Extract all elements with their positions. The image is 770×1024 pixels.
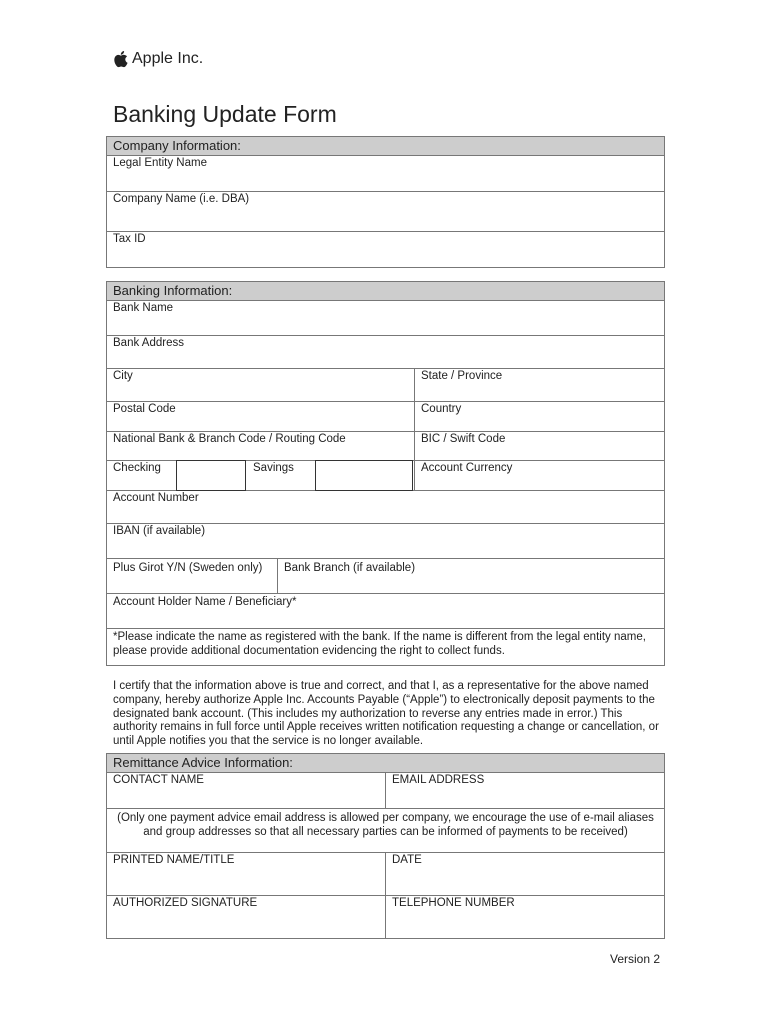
company-name: Apple Inc. [132,50,204,67]
routing-code-label: National Bank & Branch Code / Routing Code [113,433,346,445]
plus-girot-label: Plus Girot Y/N (Sweden only) [113,562,263,574]
checking-label: Checking [113,462,161,474]
account-type-row [107,461,664,491]
banking-info-section [106,281,665,666]
remittance-note: (Only one payment advice email address is allowed per company, we encourage the use of e-mail aliases and group addresses so that all necessary parties can be informed of payments to be received) [117,812,654,838]
contact-name-label: CONTACT NAME [113,774,204,786]
version-label: Version 2 [610,952,661,966]
contact-email-row [107,773,664,809]
telephone-field[interactable] [386,896,664,938]
account-holder-field[interactable] [107,594,664,629]
iban-field[interactable] [107,524,664,559]
certification-text: I certify that the information above is true and correct, and that I, as a representative for the above named company, hereby authorize Apple Inc. Accounts Payable (“Apple”) to electronically deposit payments to the designated bank account. (This includes my authorization to reverse any entries made in error.) This authority remains in full force until Apple receives written notification requesting a change or cancellation, or until Apple notifies you that the service is no longer available. [113,680,659,748]
company-name-label: Company Name (i.e. DBA) [113,193,250,205]
swift-code-label: BIC / Swift Code [421,433,506,445]
postal-code-field[interactable] [107,402,414,431]
city-label: City [113,370,133,382]
signature-phone-row [107,896,664,938]
email-address-field[interactable] [386,773,664,808]
checking-checkbox[interactable] [176,460,246,491]
state-field[interactable] [415,369,664,401]
postal-country-row [107,402,664,432]
company-logo [113,50,203,68]
company-info-section [106,136,665,268]
tax-id-field[interactable] [107,232,664,267]
page-title: Banking Update Form [113,101,337,127]
swift-code-field[interactable] [415,432,664,460]
legal-entity-label: Legal Entity Name [113,157,207,169]
account-holder-note: *Please indicate the name as registered with the bank. If the name is different from the legal entity name, please provide additional documentation evidencing the right to collect funds. [113,631,646,657]
date-label: DATE [392,854,422,866]
name-date-row [107,853,664,896]
signature-label: AUTHORIZED SIGNATURE [113,897,258,909]
account-number-label: Account Number [113,492,199,504]
girot-branch-row [107,559,664,594]
remittance-section [106,753,665,939]
company-info-heading: Company Information: [107,137,664,156]
routing-swift-row [107,432,664,461]
account-number-field[interactable] [107,491,664,524]
savings-label: Savings [253,462,294,474]
signature-field[interactable] [107,896,385,938]
printed-name-field[interactable] [107,853,385,895]
bank-branch-label: Bank Branch (if available) [284,562,416,574]
bank-branch-field[interactable] [278,559,664,593]
company-name-field[interactable] [107,192,664,232]
remittance-note-row [107,809,664,853]
date-field[interactable] [386,853,664,895]
routing-code-field[interactable] [107,432,414,460]
plus-girot-field[interactable] [107,559,277,593]
bank-name-label: Bank Name [113,302,174,314]
account-holder-label: Account Holder Name / Beneficiary* [113,596,297,608]
remittance-heading: Remittance Advice Information: [107,754,664,773]
bank-address-label: Bank Address [113,337,184,349]
savings-checkbox[interactable] [315,460,413,491]
city-state-row [107,369,664,402]
apple-logo-icon [113,50,128,68]
postal-code-label: Postal Code [113,403,176,415]
bank-address-field[interactable] [107,336,664,369]
email-address-label: EMAIL ADDRESS [392,774,485,786]
country-label: Country [421,403,462,415]
account-currency-field[interactable] [415,461,664,490]
account-currency-label: Account Currency [421,462,513,474]
contact-name-field[interactable] [107,773,385,808]
country-field[interactable] [415,402,664,431]
iban-label: IBAN (if available) [113,525,206,537]
state-label: State / Province [421,370,503,382]
printed-name-label: PRINTED NAME/TITLE [113,854,235,866]
telephone-label: TELEPHONE NUMBER [392,897,515,909]
legal-entity-field[interactable] [107,156,664,192]
city-field[interactable] [107,369,414,401]
banking-info-heading: Banking Information: [107,282,664,301]
tax-id-label: Tax ID [113,233,146,245]
bank-name-field[interactable] [107,301,664,336]
